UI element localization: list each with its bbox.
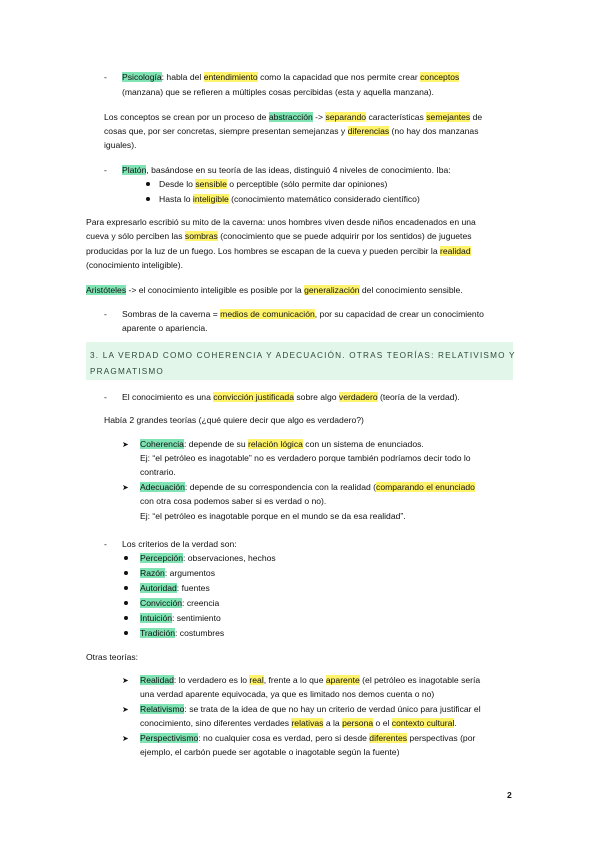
term-sombras: sombras [184, 231, 218, 241]
term-relativismo: Relativismo [140, 704, 185, 714]
arrow-bullet-icon: ➤ [122, 483, 129, 492]
coherencia-line-1: Coherencia: depende de su relación lógica con un sistema de enunciados. [140, 439, 424, 449]
term-diferencias: diferencias [347, 126, 390, 136]
conceptos-line-1: Los conceptos se crean por un proceso de abstracción -> separando características semejantes de [104, 112, 483, 122]
term-perspectivismo: Perspectivismo [140, 733, 199, 743]
term-contexto-cultural: contexto cultural [391, 718, 455, 728]
term-abstraccion: abstracción [268, 112, 313, 122]
conceptos-line-2: cosas que, por ser concretas, siempre presentan semejanzas y diferencias (no hay dos manzanas [104, 126, 479, 136]
psicologia-line-1: Psicología: habla del entendimiento como la capacidad que nos permite crear conceptos [122, 72, 460, 82]
arrow-bullet-icon: ➤ [122, 440, 129, 449]
term-platon: Platón [122, 165, 147, 175]
adecuacion-line-1: Adecuación: depende de su correspondencia con la realidad (comparando el enunciado [140, 482, 475, 492]
bullet-dot [124, 631, 128, 635]
realidad-line-1: Realidad: lo verdadero es lo real, frente a lo que aparente (el petróleo es inagotable sería [140, 675, 481, 685]
caverna-line-3: producidas por la luz de un fuego. Los hombres se escapan de la cueva y pueden percibir la realidad [86, 246, 471, 256]
bullet-dot [124, 601, 128, 605]
adecuacion-line-2: con otra cosa podemos saber si es verdad o no). [140, 496, 327, 506]
term-semejantes: semejantes [426, 112, 471, 122]
perspectivismo-line-2: ejemplo, el carbón puede ser agotable o inagotable según la fuente) [140, 747, 400, 757]
dash-marker: - [104, 309, 107, 319]
criterio-item: Intuición: sentimiento [140, 613, 221, 623]
page-number: 2 [507, 790, 512, 800]
term-generalizacion: generalización [304, 285, 360, 295]
coherencia-line-3: contrario. [140, 467, 176, 477]
caverna-line-2: cueva y sólo perciben las sombras (conocimiento que se puede adquirir por los sentidos) de juguetes [86, 231, 472, 241]
platon-line: Platón, basándose en su teoría de las ideas, distinguió 4 niveles de conocimiento. Iba: [122, 165, 451, 175]
bullet-dot [124, 586, 128, 590]
term-conviccion-justificada: convicción justificada [213, 392, 294, 402]
term-real: real [249, 675, 264, 685]
term-coherencia: Coherencia [140, 439, 184, 449]
term-conceptos: conceptos [420, 72, 460, 82]
section-heading-line-1: 3. LA VERDAD COMO COHERENCIA Y ADECUACIÓN. OTRAS TEORÍAS: RELATIVISMO Y [90, 351, 516, 360]
term-entendimiento: entendimiento [203, 72, 258, 82]
bullet-dot [124, 571, 128, 575]
platon-bullet-1: Desde lo sensible o perceptible (sólo permite dar opiniones) [159, 179, 388, 189]
term-verdadero: verdadero [338, 392, 378, 402]
dash-marker: - [104, 392, 107, 402]
term-adecuacion: Adecuación [140, 482, 185, 492]
term-relativas: relativas [291, 718, 324, 728]
adecuacion-line-3: Ej: “el petróleo es inagotable porque en el mundo se da esa realidad”. [140, 511, 406, 521]
term-sensible: sensible [195, 179, 227, 189]
term-relacion-logica: relación lógica [247, 439, 303, 449]
section-heading-line-2: PRAGMATISMO [90, 367, 165, 376]
term-psicologia: Psicología [122, 72, 162, 82]
relativismo-line-1: Relativismo: se trata de la idea de que no hay un criterio de verdad único para justificar el [140, 704, 481, 714]
bullet-dot [124, 616, 128, 620]
dash-marker: - [104, 72, 107, 82]
conocimiento-line: El conocimiento es una convicción justificada sobre algo verdadero (teoría de la verdad). [122, 392, 460, 402]
term-persona: persona [342, 718, 374, 728]
bullet-dot [146, 197, 150, 201]
arrow-bullet-icon: ➤ [122, 705, 129, 714]
caverna-line-1: Para expresarlo escribió su mito de la caverna: unos hombres viven desde niños encadenados en una [86, 217, 476, 227]
caverna-line-4: (conocimiento inteligible). [86, 260, 183, 270]
platon-bullet-2: Hasta lo inteligible (conocimiento matemático considerado científico) [159, 194, 420, 204]
term-medios-comunicacion: medios de comunicación [220, 309, 315, 319]
criterios-intro: Los criterios de la verdad son: [122, 539, 237, 549]
term-realidad-teoria: Realidad [140, 675, 174, 685]
criterio-item: Percepción: observaciones, hechos [140, 553, 276, 563]
relativismo-line-2: conocimiento, sino diferentes verdades relativas a la persona o el contexto cultural. [140, 718, 457, 728]
criterio-item: Convicción: creencia [140, 598, 220, 608]
term-realidad: realidad [440, 246, 471, 256]
term-inteligible: inteligible [192, 194, 229, 204]
aristoteles-line: Aristóteles -> el conocimiento inteligible es posible por la generalización del conocimiento sensible. [86, 285, 463, 295]
term-diferentes: diferentes [369, 733, 408, 743]
dash-marker: - [104, 165, 107, 175]
dos-teorias-line: Había 2 grandes teorías (¿qué quiere decir que algo es verdadero?) [104, 415, 364, 425]
realidad-line-2: una verdad aparente equivocada, ya que es limitado nos demos cuenta o no) [140, 689, 435, 699]
sombras-line-1: Sombras de la caverna = medios de comunicación, por su capacidad de crear un conocimiento [122, 309, 484, 319]
perspectivismo-line-1: Perspectivismo: no cualquier cosa es verdad, pero si desde diferentes perspectivas (por [140, 733, 476, 743]
otras-teorias-intro: Otras teorías: [86, 652, 139, 662]
term-comparando-enunciado: comparando el enunciado [376, 482, 475, 492]
dash-marker: - [104, 539, 107, 549]
term-aristoteles: Aristóteles [86, 285, 127, 295]
conceptos-line-3: iguales). [104, 140, 137, 150]
term-separando: separando [325, 112, 367, 122]
criterio-item: Tradición: costumbres [140, 628, 225, 638]
criterio-item: Razón: argumentos [140, 568, 216, 578]
criterio-item: Autoridad: fuentes [140, 583, 210, 593]
arrow-bullet-icon: ➤ [122, 734, 129, 743]
bullet-dot [146, 182, 150, 186]
coherencia-line-2: Ej: “el petróleo es inagotable” no es verdadero porque también podríamos decir todo lo [140, 453, 471, 463]
arrow-bullet-icon: ➤ [122, 676, 129, 685]
psicologia-line-2: (manzana) que se refieren a múltiples cosas percibidas (esta y aquella manzana). [122, 87, 434, 97]
sombras-line-2: aparente o apariencia. [122, 323, 208, 333]
term-aparente: aparente [325, 675, 360, 685]
bullet-dot [124, 556, 128, 560]
